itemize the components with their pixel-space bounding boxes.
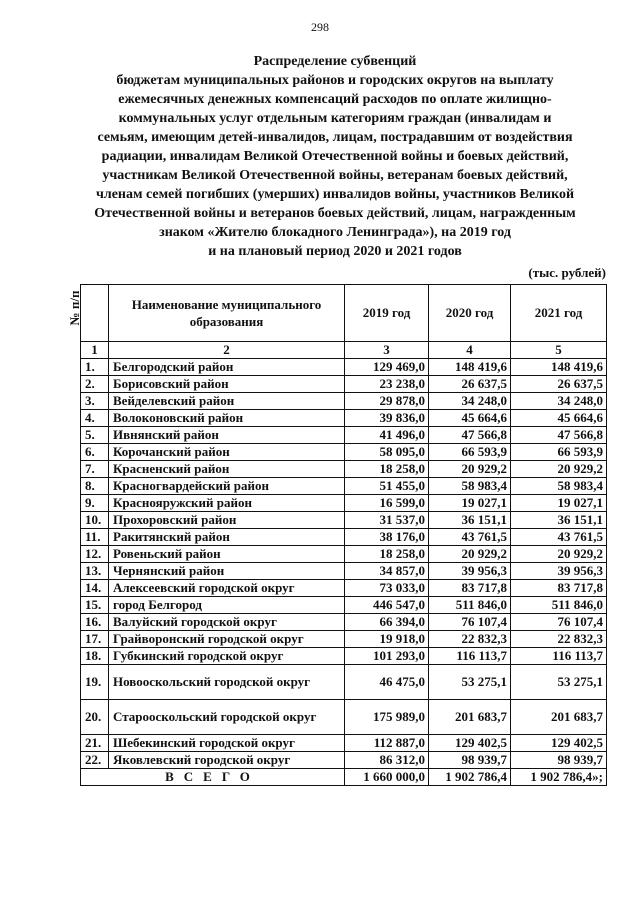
value-2020: 148 419,6 bbox=[429, 359, 511, 376]
value-2021: 36 151,1 bbox=[511, 512, 607, 529]
row-number: 16. bbox=[81, 614, 109, 631]
row-number: 5. bbox=[81, 427, 109, 444]
municipality-name: Белгородский район bbox=[109, 359, 345, 376]
total-2020: 1 902 786,4 bbox=[429, 769, 511, 786]
value-2021: 34 248,0 bbox=[511, 393, 607, 410]
value-2019: 39 836,0 bbox=[345, 410, 429, 427]
row-number: 18. bbox=[81, 648, 109, 665]
value-2021: 26 637,5 bbox=[511, 376, 607, 393]
header-2021: 2021 год bbox=[511, 285, 607, 342]
municipality-name: Корочанский район bbox=[109, 444, 345, 461]
total-2021: 1 902 786,4»; bbox=[511, 769, 607, 786]
document-title bbox=[70, 52, 600, 261]
value-2020: 20 929,2 bbox=[429, 461, 511, 478]
value-2019: 31 537,0 bbox=[345, 512, 429, 529]
municipality-name: Новооскольский городской округ bbox=[109, 665, 345, 700]
value-2020: 53 275,1 bbox=[429, 665, 511, 700]
table-row bbox=[81, 512, 607, 529]
row-number: 9. bbox=[81, 495, 109, 512]
title-line: Отечественной войны и ветеранов боевых действий, лицам, награжденным bbox=[94, 206, 576, 221]
value-2021: 45 664,6 bbox=[511, 410, 607, 427]
column-index: 5 bbox=[511, 342, 607, 359]
value-2021: 20 929,2 bbox=[511, 546, 607, 563]
column-index: 2 bbox=[109, 342, 345, 359]
header-2020: 2020 год bbox=[429, 285, 511, 342]
header-2019: 2019 год bbox=[345, 285, 429, 342]
value-2019: 129 469,0 bbox=[345, 359, 429, 376]
row-number: 14. bbox=[81, 580, 109, 597]
page-number: 298 bbox=[311, 20, 329, 34]
municipality-name: Краснояружский район bbox=[109, 495, 345, 512]
value-2020: 511 846,0 bbox=[429, 597, 511, 614]
value-2019: 41 496,0 bbox=[345, 427, 429, 444]
value-2019: 19 918,0 bbox=[345, 631, 429, 648]
value-2021: 20 929,2 bbox=[511, 461, 607, 478]
value-2019: 38 176,0 bbox=[345, 529, 429, 546]
municipality-name: Шебекинский городской округ bbox=[109, 735, 345, 752]
value-2021: 43 761,5 bbox=[511, 529, 607, 546]
table-row bbox=[81, 393, 607, 410]
value-2020: 58 983,4 bbox=[429, 478, 511, 495]
row-number: 15. bbox=[81, 597, 109, 614]
column-index: 1 bbox=[81, 342, 109, 359]
value-2021: 22 832,3 bbox=[511, 631, 607, 648]
table-row bbox=[81, 648, 607, 665]
municipality-name: Красногвардейский район bbox=[109, 478, 345, 495]
total-row bbox=[81, 769, 607, 786]
row-number: 10. bbox=[81, 512, 109, 529]
value-2019: 29 878,0 bbox=[345, 393, 429, 410]
value-2019: 73 033,0 bbox=[345, 580, 429, 597]
value-2021: 116 113,7 bbox=[511, 648, 607, 665]
value-2020: 19 027,1 bbox=[429, 495, 511, 512]
value-2019: 112 887,0 bbox=[345, 735, 429, 752]
table-row bbox=[81, 580, 607, 597]
row-number: 2. bbox=[81, 376, 109, 393]
municipality-name: Красненский район bbox=[109, 461, 345, 478]
row-number: 1. bbox=[81, 359, 109, 376]
municipality-name: Ровеньский район bbox=[109, 546, 345, 563]
value-2021: 98 939,7 bbox=[511, 752, 607, 769]
value-2021: 39 956,3 bbox=[511, 563, 607, 580]
value-2019: 446 547,0 bbox=[345, 597, 429, 614]
row-number: 8. bbox=[81, 478, 109, 495]
value-2020: 47 566,8 bbox=[429, 427, 511, 444]
row-number: 11. bbox=[81, 529, 109, 546]
table-row bbox=[81, 359, 607, 376]
title-line: членам семей погибших (умерших) инвалидов войны, участников Великой bbox=[95, 187, 575, 202]
header-no: № п/п bbox=[81, 285, 109, 342]
value-2020: 20 929,2 bbox=[429, 546, 511, 563]
municipality-name: Алексеевский городской округ bbox=[109, 580, 345, 597]
table-row bbox=[81, 631, 607, 648]
municipality-name: Чернянский район bbox=[109, 563, 345, 580]
title-line: радиации, инвалидам Великой Отечественной войны и боевых действий, bbox=[101, 149, 569, 164]
value-2020: 26 637,5 bbox=[429, 376, 511, 393]
title-line: знаком «Жителю блокадного Ленинграда»), на 2019 год bbox=[159, 225, 511, 240]
column-index: 4 bbox=[429, 342, 511, 359]
municipality-name: город Белгород bbox=[109, 597, 345, 614]
table-row bbox=[81, 529, 607, 546]
title-line: Распределение субвенций bbox=[253, 54, 417, 69]
title-line: бюджетам муниципальных районов и городских округов на выплату bbox=[116, 73, 554, 88]
title-line: коммунальных услуг отдельным категориям граждан (инвалидам и bbox=[118, 111, 552, 126]
row-number: 22. bbox=[81, 752, 109, 769]
value-2020: 76 107,4 bbox=[429, 614, 511, 631]
municipality-name: Грайворонский городской округ bbox=[109, 631, 345, 648]
value-2021: 129 402,5 bbox=[511, 735, 607, 752]
value-2019: 34 857,0 bbox=[345, 563, 429, 580]
value-2021: 58 983,4 bbox=[511, 478, 607, 495]
header-name: Наименование муниципального образования bbox=[109, 285, 345, 342]
value-2021: 19 027,1 bbox=[511, 495, 607, 512]
municipality-name: Губкинский городской округ bbox=[109, 648, 345, 665]
municipality-name: Волоконовский район bbox=[109, 410, 345, 427]
column-index: 3 bbox=[345, 342, 429, 359]
municipality-name: Прохоровский район bbox=[109, 512, 345, 529]
table-row bbox=[81, 614, 607, 631]
table-row bbox=[81, 427, 607, 444]
municipality-name: Яковлевский городской округ bbox=[109, 752, 345, 769]
table-row bbox=[81, 478, 607, 495]
value-2020: 22 832,3 bbox=[429, 631, 511, 648]
municipality-name: Валуйский городской округ bbox=[109, 614, 345, 631]
value-2021: 201 683,7 bbox=[511, 700, 607, 735]
subsidy-table bbox=[67, 284, 607, 786]
row-number: 12. bbox=[81, 546, 109, 563]
total-label: ВСЕГО bbox=[81, 769, 345, 786]
table-row bbox=[81, 444, 607, 461]
value-2019: 46 475,0 bbox=[345, 665, 429, 700]
municipality-name: Вейделевский район bbox=[109, 393, 345, 410]
value-2019: 18 258,0 bbox=[345, 461, 429, 478]
column-index-row bbox=[81, 342, 607, 359]
municipality-name: Ракитянский район bbox=[109, 529, 345, 546]
table-row bbox=[81, 495, 607, 512]
value-2020: 36 151,1 bbox=[429, 512, 511, 529]
value-2019: 18 258,0 bbox=[345, 546, 429, 563]
value-2019: 23 238,0 bbox=[345, 376, 429, 393]
value-2020: 129 402,5 bbox=[429, 735, 511, 752]
row-number: 3. bbox=[81, 393, 109, 410]
value-2019: 16 599,0 bbox=[345, 495, 429, 512]
total-2019: 1 660 000,0 bbox=[345, 769, 429, 786]
table-row bbox=[81, 752, 607, 769]
units-label: (тыс. рублей) bbox=[528, 265, 606, 280]
title-line: и на плановый период 2020 и 2021 годов bbox=[208, 244, 462, 259]
value-2019: 51 455,0 bbox=[345, 478, 429, 495]
table-row bbox=[81, 735, 607, 752]
row-number: 17. bbox=[81, 631, 109, 648]
value-2020: 98 939,7 bbox=[429, 752, 511, 769]
value-2021: 76 107,4 bbox=[511, 614, 607, 631]
value-2019: 175 989,0 bbox=[345, 700, 429, 735]
table-row bbox=[81, 563, 607, 580]
value-2021: 83 717,8 bbox=[511, 580, 607, 597]
municipality-name: Старооскольский городской округ bbox=[109, 700, 345, 735]
row-number: 4. bbox=[81, 410, 109, 427]
table-row bbox=[81, 376, 607, 393]
value-2019: 86 312,0 bbox=[345, 752, 429, 769]
value-2020: 201 683,7 bbox=[429, 700, 511, 735]
table-row bbox=[81, 665, 607, 700]
value-2020: 43 761,5 bbox=[429, 529, 511, 546]
value-2021: 148 419,6 bbox=[511, 359, 607, 376]
row-number: 19. bbox=[81, 665, 109, 700]
table-row bbox=[81, 546, 607, 563]
value-2020: 66 593,9 bbox=[429, 444, 511, 461]
value-2020: 34 248,0 bbox=[429, 393, 511, 410]
row-number: 20. bbox=[81, 700, 109, 735]
value-2021: 53 275,1 bbox=[511, 665, 607, 700]
value-2019: 58 095,0 bbox=[345, 444, 429, 461]
title-line: участникам Великой Отечественной войны, ветеранам боевых действий, bbox=[102, 168, 568, 183]
table-row bbox=[81, 410, 607, 427]
table-header-row bbox=[81, 285, 607, 342]
value-2021: 66 593,9 bbox=[511, 444, 607, 461]
row-number: 6. bbox=[81, 444, 109, 461]
municipality-name: Ивнянский район bbox=[109, 427, 345, 444]
value-2021: 511 846,0 bbox=[511, 597, 607, 614]
value-2020: 83 717,8 bbox=[429, 580, 511, 597]
value-2020: 116 113,7 bbox=[429, 648, 511, 665]
value-2019: 66 394,0 bbox=[345, 614, 429, 631]
row-number: 21. bbox=[81, 735, 109, 752]
value-2020: 39 956,3 bbox=[429, 563, 511, 580]
value-2020: 45 664,6 bbox=[429, 410, 511, 427]
row-number: 13. bbox=[81, 563, 109, 580]
row-number: 7. bbox=[81, 461, 109, 478]
value-2019: 101 293,0 bbox=[345, 648, 429, 665]
title-line: семьям, имеющим детей-инвалидов, лицам, пострадавшим от воздействия bbox=[97, 130, 573, 145]
table-row bbox=[81, 597, 607, 614]
table-row bbox=[81, 700, 607, 735]
municipality-name: Борисовский район bbox=[109, 376, 345, 393]
title-line: ежемесячных денежных компенсаций расходов по оплате жилищно- bbox=[118, 92, 552, 107]
table-row bbox=[81, 461, 607, 478]
value-2021: 47 566,8 bbox=[511, 427, 607, 444]
